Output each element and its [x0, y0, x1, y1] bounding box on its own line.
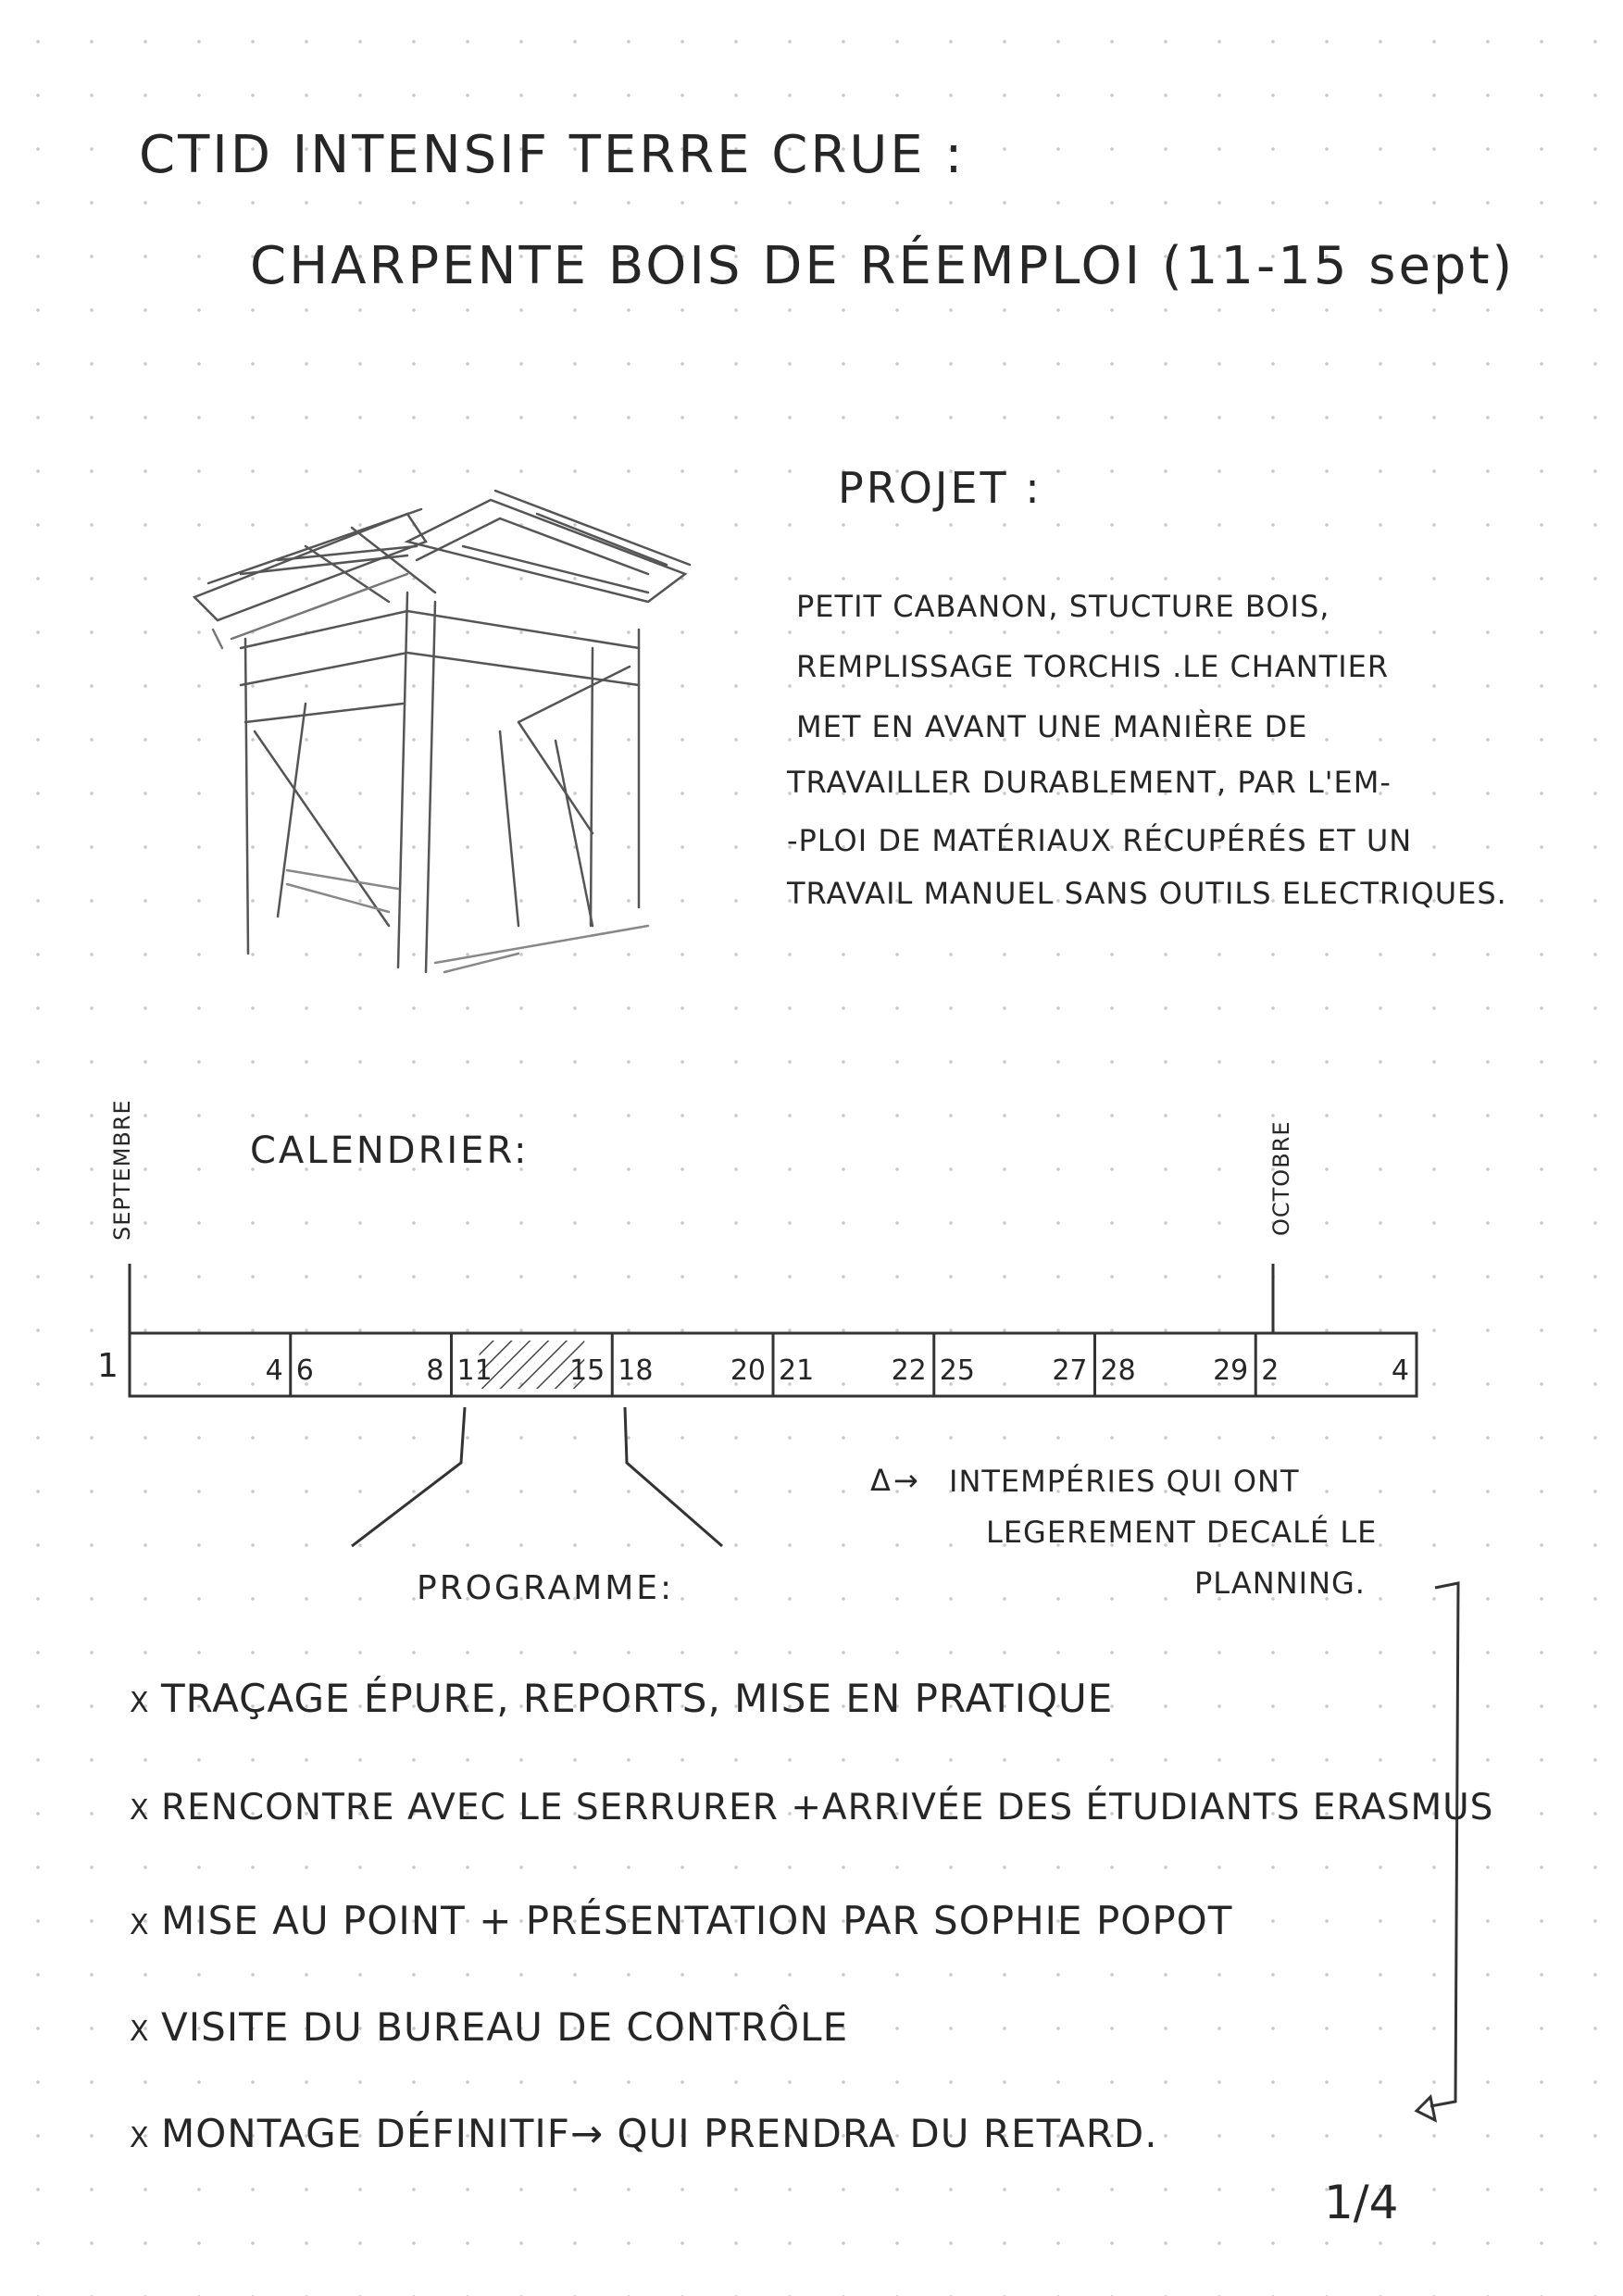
timeline-day-label: 28: [1100, 1354, 1136, 1387]
timeline-day-label: 22: [891, 1354, 927, 1387]
timeline-day-label: 18: [618, 1354, 654, 1387]
delay-note-symbol: Δ→: [870, 1463, 921, 1498]
timeline-day-label: 2: [1261, 1354, 1280, 1387]
timeline-day-label: 25: [939, 1354, 975, 1387]
delay-note-line-2: LEGEREMENT DECALÉ LE: [986, 1515, 1378, 1550]
bullet-mark: X: [130, 2122, 150, 2154]
projet-line-2: REMPLISSAGE TORCHIS .LE CHANTIER: [796, 649, 1390, 684]
bullet-mark: X: [130, 1794, 150, 1827]
delay-bracket-arrow: [1417, 2097, 1435, 2120]
programme-heading: PROGRAMME:: [417, 1569, 675, 1607]
programme-item: [130, 1898, 1232, 1943]
programme-item-text: MONTAGE DÉFINITIF→ QUI PRENDRA DU RETARD.: [161, 2111, 1158, 2156]
timeline-day-label: 4: [265, 1354, 283, 1387]
timeline-day-label: 21: [779, 1354, 815, 1387]
timeline-day-label: 11: [456, 1354, 493, 1387]
projet-heading: PROJET :: [838, 463, 1042, 513]
timeline-day-label: 8: [426, 1354, 444, 1387]
programme-item-text: VISITE DU BUREAU DE CONTRÔLE: [161, 2004, 849, 2050]
page-number: 1/4: [1324, 2176, 1399, 2229]
projet-line-6: TRAVAIL MANUEL SANS OUTILS ELECTRIQUES.: [787, 876, 1507, 911]
programme-item: [130, 2111, 1158, 2156]
programme-item: [130, 2004, 848, 2050]
title-line-1: CTID INTENSIF TERRE CRUE :: [139, 125, 966, 185]
programme-bracket-left: [352, 1407, 465, 1546]
month-label-septembre: SEPTEMBRE: [109, 1099, 135, 1241]
programme-item: [130, 1787, 1493, 1828]
projet-line-1: PETIT CABANON, STUCTURE BOIS,: [796, 589, 1330, 624]
timeline-day-label: 15: [569, 1354, 606, 1387]
timeline-day-label: 20: [730, 1354, 766, 1387]
programme-bracket-right: [625, 1407, 722, 1546]
projet-line-4: TRAVAILLER DURABLEMENT, PAR L'EM-: [787, 765, 1392, 800]
delay-note-line-3: PLANNING.: [1194, 1566, 1366, 1601]
delay-note-line-1: INTEMPÉRIES QUI ONT: [949, 1464, 1300, 1499]
programme-item-text: TRAÇAGE ÉPURE, REPORTS, MISE EN PRATIQUE: [161, 1676, 1114, 1721]
programme-item-text: RENCONTRE AVEC LE SERRURER +ARRIVÉE DES ÉTUDIANTS ERASMUS: [161, 1787, 1494, 1828]
delay-bracket: [1430, 1583, 1458, 2106]
timeline-day-label: 29: [1213, 1354, 1249, 1387]
bullet-mark: X: [130, 1909, 150, 1941]
bullet-mark: X: [130, 2015, 150, 2048]
programme-item-text: MISE AU POINT + PRÉSENTATION PAR SOPHIE POPOT: [161, 1898, 1233, 1943]
timeline-day-label: 4: [1391, 1354, 1409, 1387]
timeline-day-label: 27: [1052, 1354, 1088, 1387]
bullet-mark: X: [130, 1687, 150, 1719]
month-label-octobre: OCTOBRE: [1268, 1120, 1294, 1236]
projet-line-3: MET EN AVANT UNE MANIÈRE DE: [796, 709, 1308, 744]
projet-line-5: -PLOI DE MATÉRIAUX RÉCUPÉRÉS ET UN: [787, 823, 1413, 858]
timeline-start-label: 1: [97, 1347, 121, 1385]
timeline-day-label: 6: [295, 1354, 314, 1387]
programme-item: [130, 1676, 1113, 1721]
calendrier-heading: CALENDRIER:: [250, 1129, 530, 1172]
title-line-2: CHARPENTE BOIS DE RÉEMPLOI (11-15 sept): [250, 236, 1516, 296]
